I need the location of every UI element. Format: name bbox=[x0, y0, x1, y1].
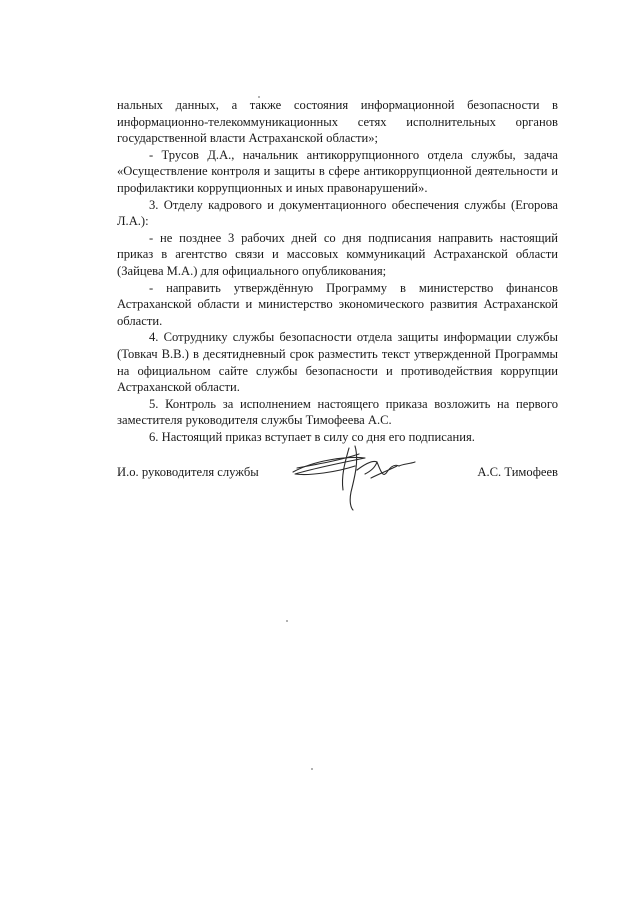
handwritten-signature bbox=[285, 442, 425, 512]
signature-block bbox=[117, 464, 558, 514]
paragraph-item-3-publication: - не позднее 3 рабочих дней со дня подписания направить настоящий приказ в агентство связи и массовых коммуникаций Астраханской области (Зайцева М.А.) для официального опубликования; bbox=[117, 230, 558, 278]
signer-name: А.С. Тимофеев bbox=[477, 465, 558, 479]
signer-position: И.о. руководителя службы bbox=[117, 465, 259, 479]
paragraph-trusov-task: - Трусов Д.А., начальник антикоррупционного отдела службы, задача «Осуществление контроля и защиты в сфере антикоррупционной деятельности и профилактики коррупционных и иных правонарушений». bbox=[117, 147, 558, 195]
paragraph-continuation: нальных данных, а также состояния информационной безопасности в информационно-телекоммуникационных сетях исполнительных органов государственной власти Астраханской области»; bbox=[117, 98, 558, 146]
paragraph-item-6: 6. Настоящий приказ вступает в силу со дня его подписания. bbox=[149, 429, 475, 444]
paragraph-item-5: 5. Контроль за исполнением настоящего приказа возложить на первого заместителя руководителя службы Тимофеева А.С. bbox=[117, 396, 558, 428]
scan-speck bbox=[311, 768, 313, 770]
document-body bbox=[117, 97, 558, 445]
paragraph-item-4: 4. Сотруднику службы безопасности отдела защиты информации службы (Товкач В.В.) в десятидневный срок разместить текст утвержденной Программы на официальном сайте службы безопасности и противодействия коррупции Астраханской области. bbox=[117, 330, 558, 395]
scan-speck bbox=[286, 620, 288, 622]
paragraph-item-3-send-program: - направить утверждённую Программу в министерство финансов Астраханской области и министерство экономического развития Астраханской области. bbox=[117, 280, 558, 328]
paragraph-item-3: 3. Отделу кадрового и документационного обеспечения службы (Егорова Л.А.): bbox=[117, 197, 558, 229]
scan-speck bbox=[258, 96, 260, 98]
